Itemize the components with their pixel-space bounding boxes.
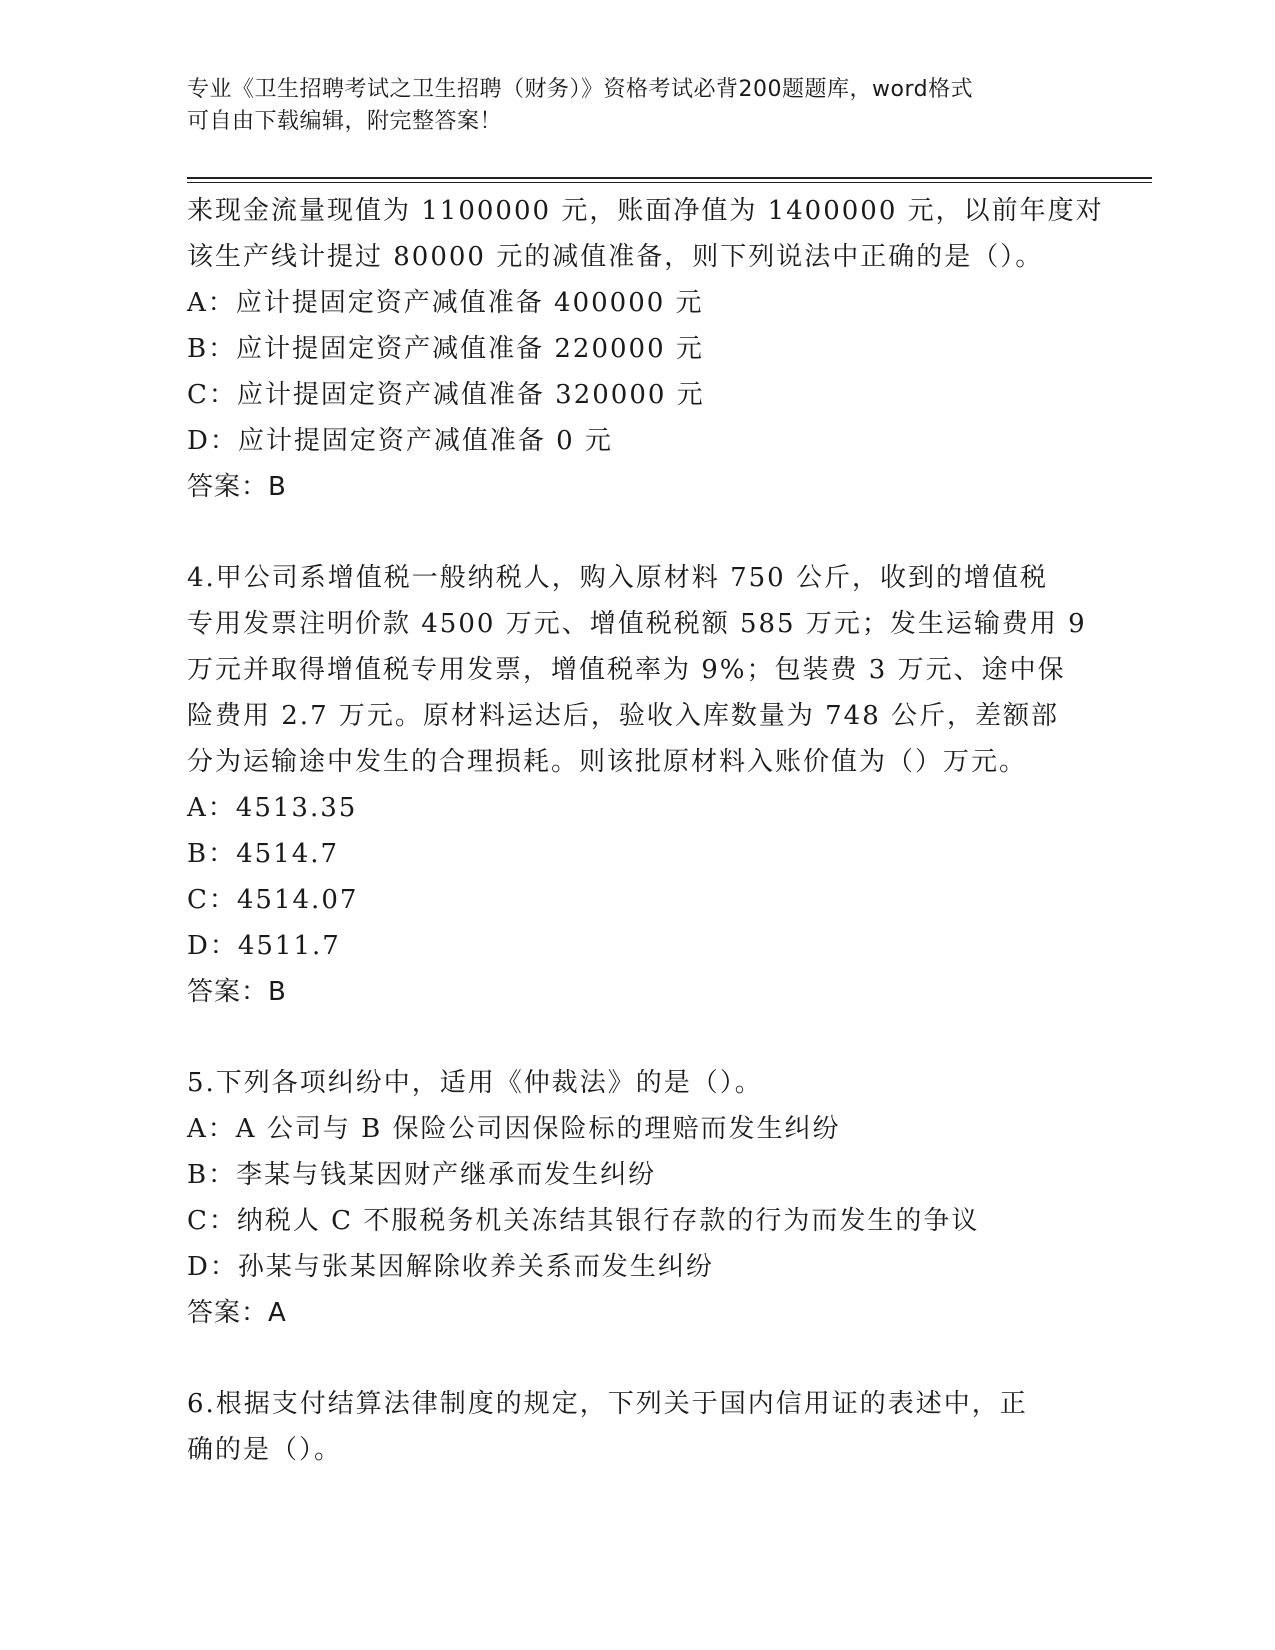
- question-stem-line: 6.根据支付结算法律制度的规定，下列关于国内信用证的表述中，正: [187, 1389, 1028, 1419]
- option-a: A：应计提固定资产减值准备 400000 元: [187, 288, 704, 318]
- question-stem-line: 确的是（）。: [187, 1435, 343, 1465]
- answer-label: 答案：B: [187, 472, 287, 502]
- question-6: [187, 1381, 1067, 1473]
- option-c: C：应计提固定资产减值准备 320000 元: [187, 380, 705, 410]
- header-divider-thin: [187, 182, 1152, 183]
- option-d: D：应计提固定资产减值准备 0 元: [187, 426, 613, 456]
- option-a: A：4513.35: [187, 793, 358, 823]
- option-b: B：李某与钱某因财产继承而发生纠纷: [187, 1160, 657, 1190]
- question-stem-line: 4.甲公司系增值税一般纳税人，购入原材料 750 公斤，收到的增值税: [187, 563, 1048, 593]
- question-stem-line: 5.下列各项纠纷中，适用《仲裁法》的是（）。: [187, 1068, 763, 1098]
- option-b: B：4514.7: [187, 839, 340, 869]
- question-list: [187, 188, 1104, 1473]
- question-3: [187, 188, 1104, 510]
- question-stem-line: 专用发票注明价款 4500 万元、增值税税额 585 万元；发生运输费用 9: [187, 609, 1087, 639]
- option-c: C：纳税人 C 不服税务机关冻结其银行存款的行为而发生的争议: [187, 1206, 980, 1236]
- question-stem-line: 万元并取得增值税专用发票，增值税率为 9%；包装费 3 万元、途中保: [187, 655, 1066, 685]
- option-c: C：4514.07: [187, 885, 359, 915]
- header-title-line-2: 可自由下载编辑，附完整答案！: [187, 109, 503, 134]
- option-d: D：孙某与张某因解除收养关系而发生纠纷: [187, 1252, 714, 1282]
- option-b: B：应计提固定资产减值准备 220000 元: [187, 334, 704, 364]
- question-stem-line: 分为运输途中发生的合理损耗。则该批原材料入账价值为（）万元。: [187, 747, 1028, 777]
- option-d: D：4511.7: [187, 931, 341, 961]
- header-title-line-1: 专业《卫生招聘考试之卫生招聘（财务）》资格考试必背200题题库，word格式: [187, 77, 974, 102]
- question-spacer: [187, 1015, 1067, 1060]
- question-spacer: [187, 510, 1067, 555]
- answer-label: 答案：B: [187, 977, 287, 1007]
- question-spacer: [187, 1336, 1067, 1381]
- question-stem-line: 该生产线计提过 80000 元的减值准备，则下列说法中正确的是（）。: [187, 242, 1044, 272]
- answer-label: 答案：A: [187, 1298, 287, 1328]
- option-a: A：A 公司与 B 保险公司因保险标的理赔而发生纠纷: [187, 1114, 841, 1144]
- header-divider-thick: [187, 177, 1152, 179]
- document-header: [187, 74, 1067, 138]
- question-stem-line: 来现金流量现值为 1100000 元，账面净值为 1400000 元，以前年度对: [187, 196, 1104, 226]
- question-5: [187, 1060, 1067, 1336]
- question-4: [187, 555, 1087, 1015]
- question-stem-line: 险费用 2.7 万元。原材料运达后，验收入库数量为 748 公斤，差额部: [187, 701, 1060, 731]
